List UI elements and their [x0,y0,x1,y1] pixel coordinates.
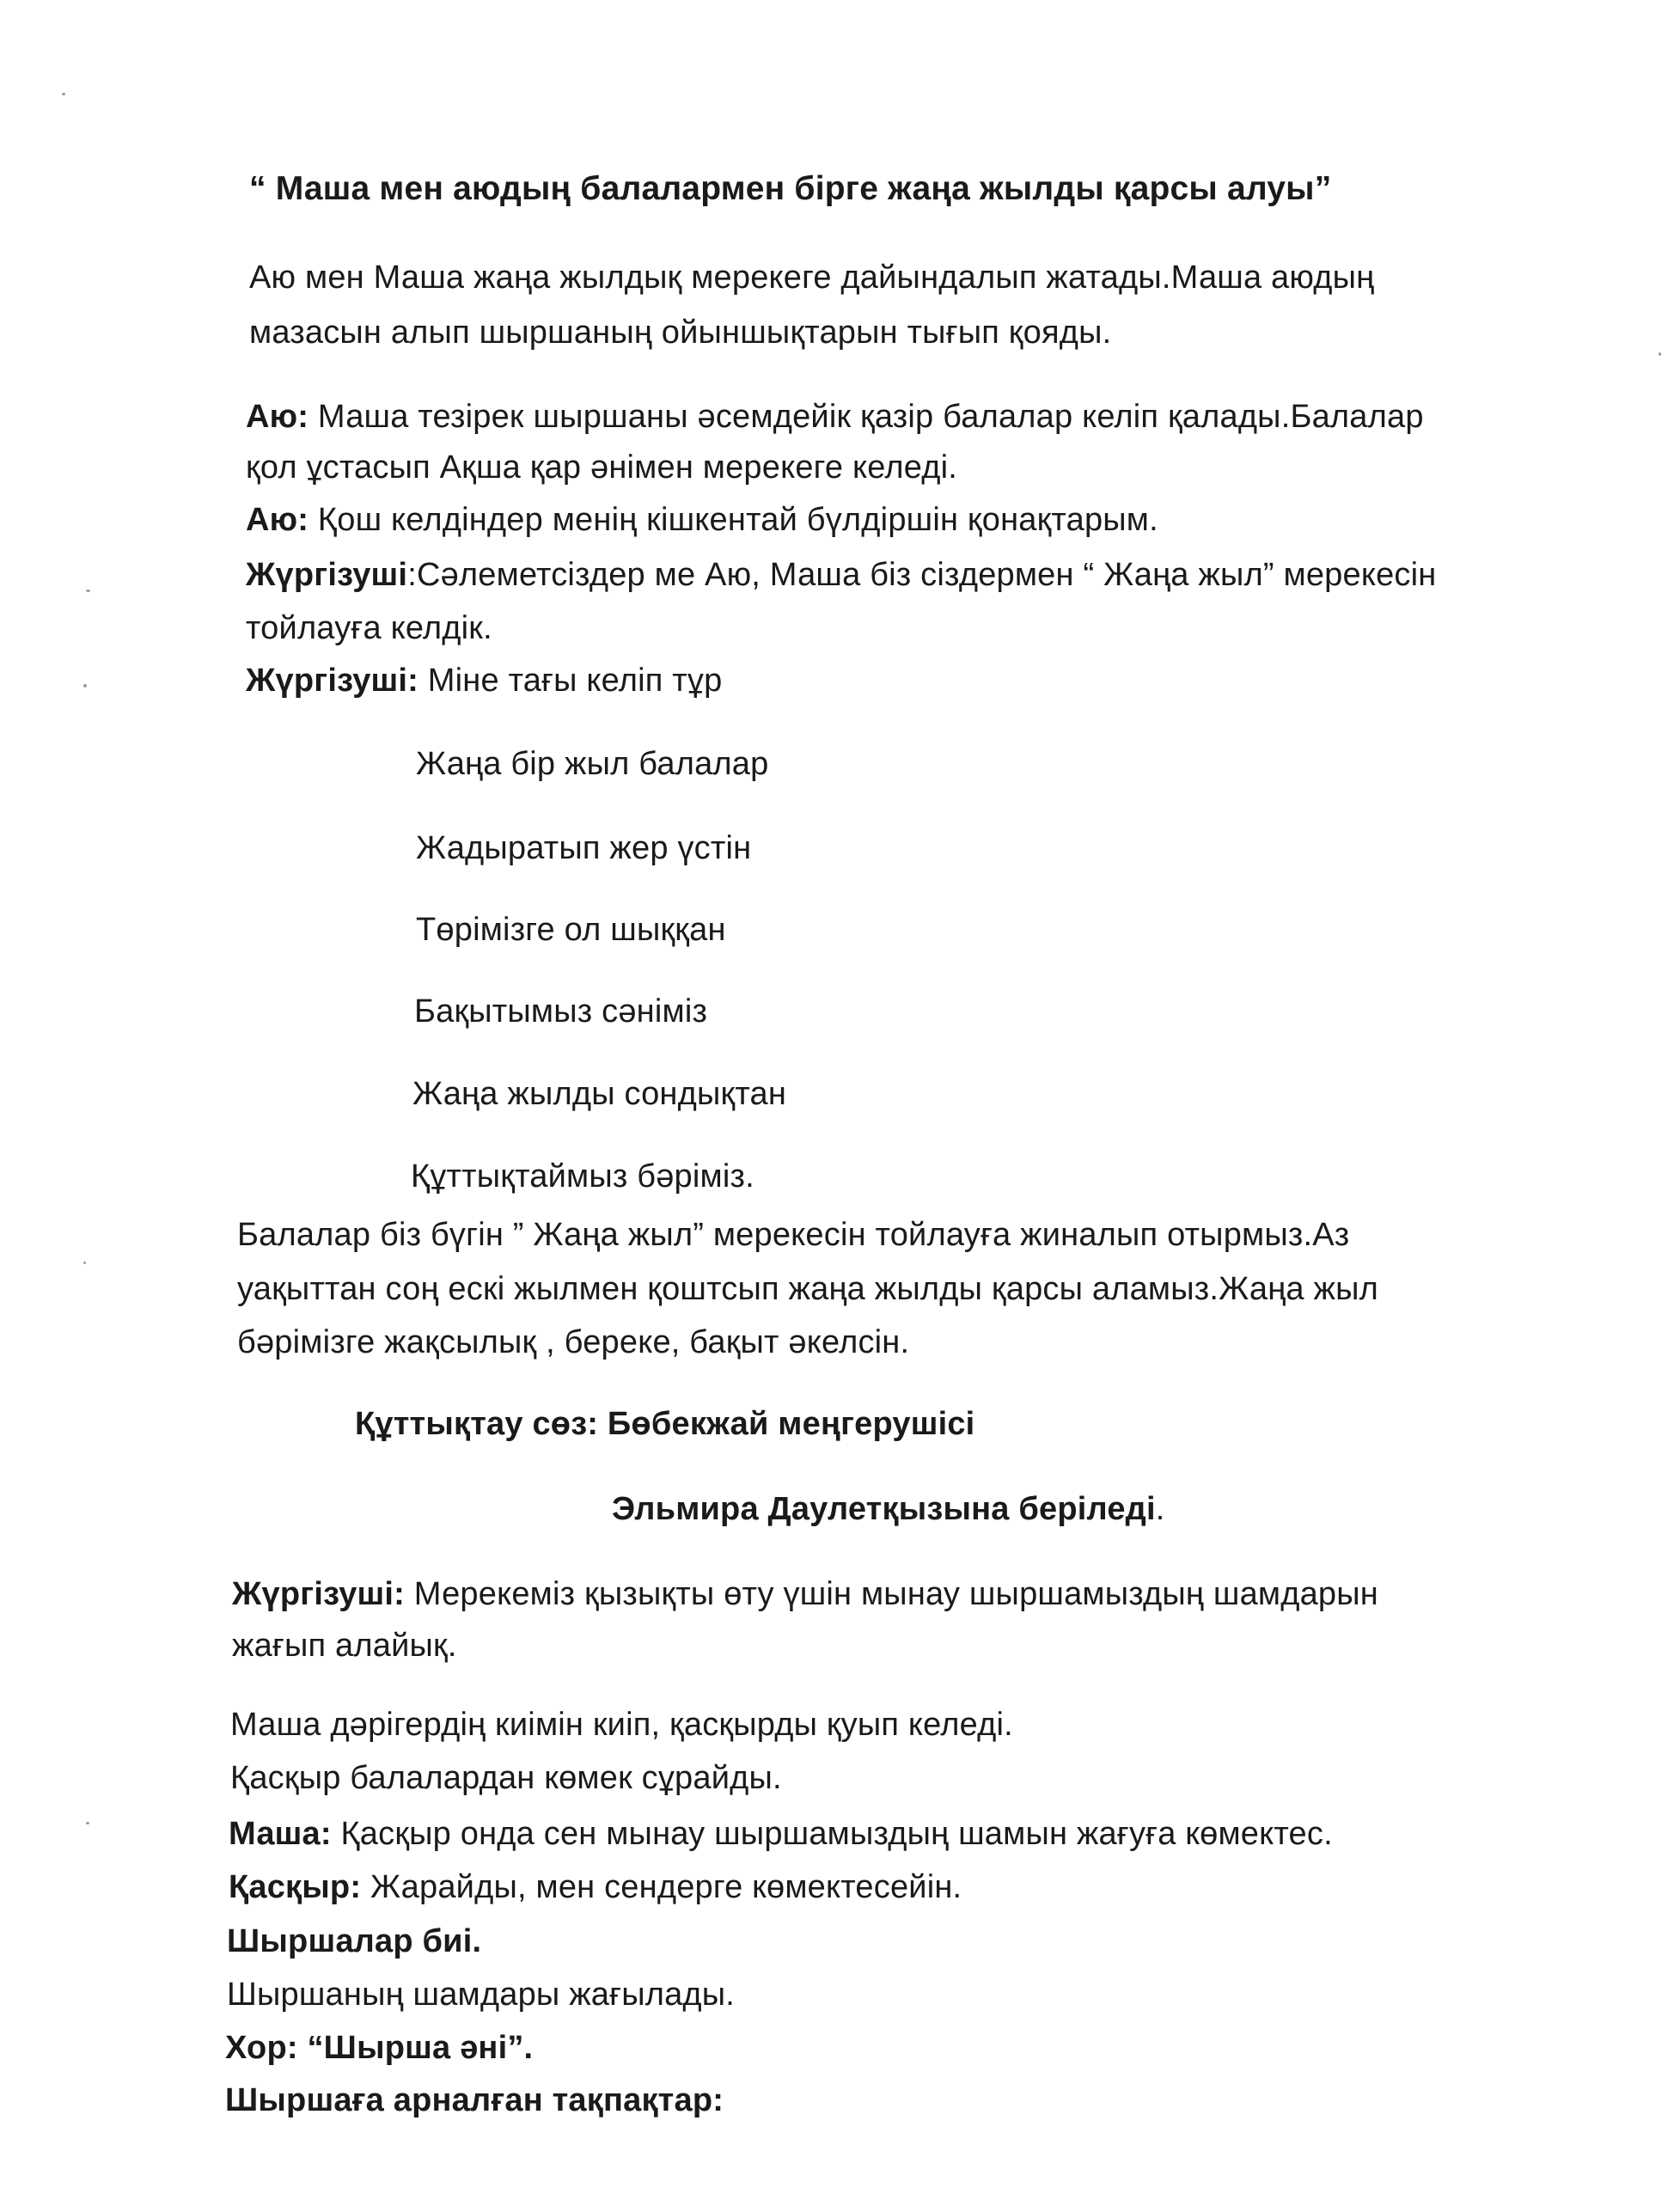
dialogue-line [246,664,722,697]
intro-line: Аю мен Маша жаңа жылдық мерекеге дайындалып жатады.Маша аюдың [249,260,1375,296]
poem-line: Бақытымыз сәніміз [414,993,708,1030]
speaker-label: Маша: [229,1816,332,1852]
speech-text: Қош келдіндер менің кішкентай бүлдіршін қонақтарым. [309,502,1158,538]
scene-line: Маша дәрігердің киімін киіп, қасқырды қуып келеді. [230,1707,1013,1743]
scan-speck [83,1262,86,1264]
dialogue-line [246,559,1436,591]
intro-line: мазасын алып шыршаның ойыншықтарын тығып қояды. [249,315,1112,351]
poem-line: Құттықтаймыз бәріміз. [411,1158,754,1195]
speaker-label: Жүргізуші: [246,663,419,699]
scan-speck [1659,352,1661,356]
speech-text: :Сәлеметсіздер ме Аю, Маша біз сіздермен “ Жаңа жыл” мерекесін [407,557,1437,593]
speaker-label: Аю: [246,502,309,538]
paragraph-line: уақыттан соң ескі жылмен қоштсып жаңа жылды қарсы аламыз.Жаңа жыл [237,1271,1378,1307]
scan-speck [86,1822,89,1824]
speaker-label: Аю: [246,399,309,435]
speaker-label: Қасқыр: [229,1869,362,1905]
dialogue-line [246,400,1424,433]
scene-heading-dance: Шыршалар биі. [227,1923,482,1959]
dialogue-line: жағып алайық. [232,1628,457,1664]
poem-line: Төрімізге ол шыққан [416,912,726,948]
scene-heading-verses: Шыршаға арналған тақпақтар: [225,2082,724,2118]
speaker-label: Жүргізуші [246,557,408,593]
greeting-line: Құттықтау сөз: Бөбекжай меңгерушісі [355,1406,975,1442]
dialogue-line [232,1578,1378,1610]
speech-text: Мерекеміз қызықты өту үшін мынау шыршамыздың шамдарын [405,1576,1378,1612]
scene-line: Қасқыр балалардан көмек сұрайды. [230,1760,782,1796]
dialogue-line: қол ұстасып Ақша қар әнімен мерекеге келеді. [246,449,957,486]
dialogue-line: тойлауға келдік. [246,610,492,646]
paragraph-line: Балалар біз бүгін ” Жаңа жыл” мерекесін тойлауға жиналып отырмыз.Аз [237,1217,1350,1253]
speech-text: Қасқыр онда сен мынау шыршамыздың шамын жағуға көмектес. [331,1816,1333,1852]
scene-line [229,1818,1333,1850]
speech-text: Маша тезірек шыршаны әсемдейік қазір балалар келіп қалады.Балалар [309,399,1424,435]
scene-line [229,1871,962,1904]
poem-line: Жаңа бір жыл балалар [416,746,769,782]
scene-heading-choir: Хор: “Шырша әні”. [225,2030,534,2066]
greeting-line [612,1493,1165,1525]
poem-line: Жадыратып жер үстін [416,830,752,866]
document-title: “ Маша мен аюдың балалармен бірге жаңа жылды қарсы алуы” [249,170,1332,207]
speaker-label: Жүргізуші: [232,1576,406,1612]
paragraph-line: бәрімізге жақсылық , береке, бақыт әкелсін. [237,1324,910,1360]
scan-speck [83,684,87,688]
scan-speck [86,590,90,592]
speech-text: Міне тағы келіп тұр [418,663,723,699]
poem-line: Жаңа жылды сондықтан [412,1076,787,1112]
speech-text: Жарайды, мен сендерге көмектесейін. [361,1869,962,1905]
scan-speck [62,93,65,95]
scene-line: Шыршаның шамдары жағылады. [227,1977,736,2013]
greeting-period: . [1155,1491,1165,1527]
greeting-name: Эльмира Даулетқызына беріледі [612,1491,1156,1527]
dialogue-line [246,504,1158,536]
